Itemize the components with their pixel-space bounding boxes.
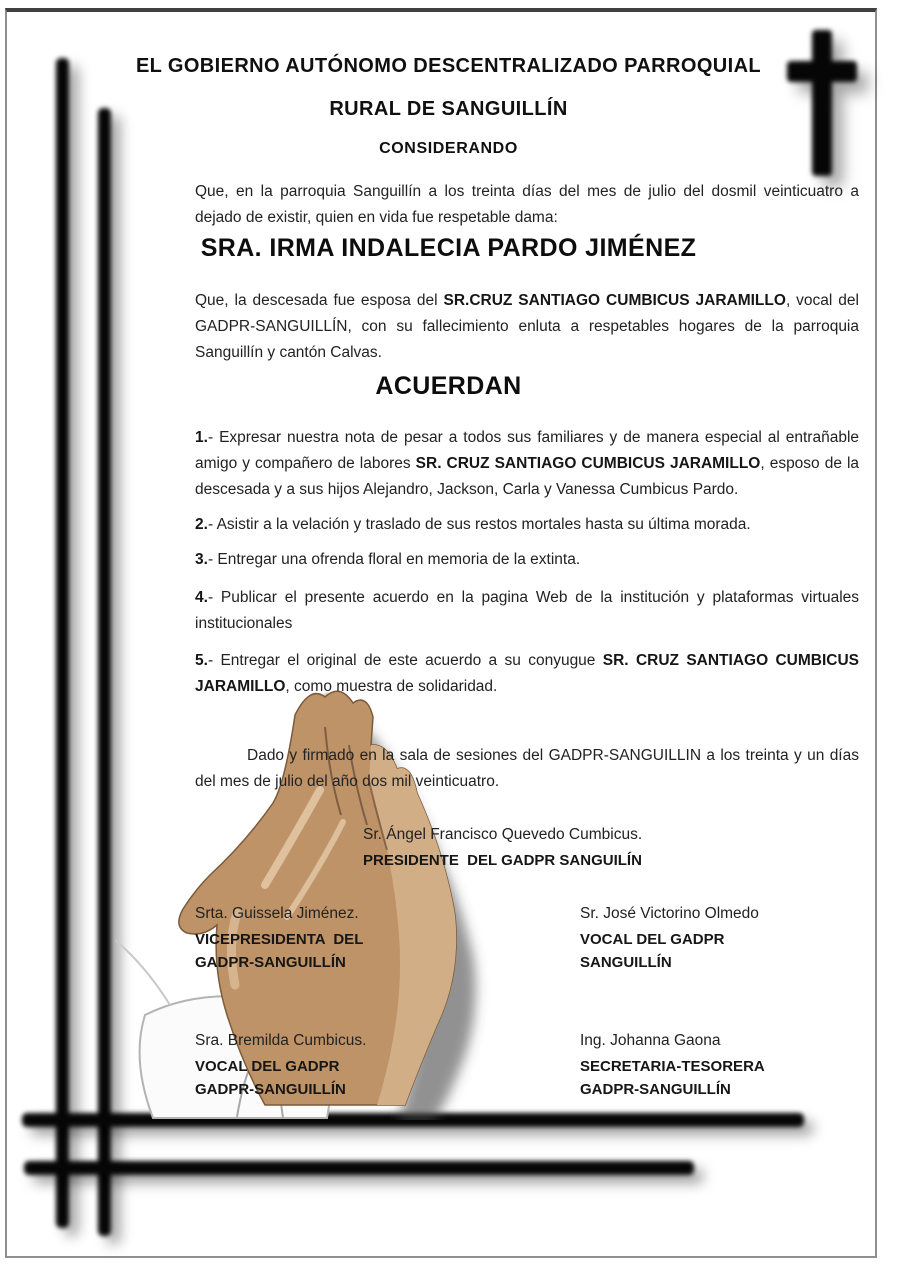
item-text: Publicar el presente acuerdo en la pagina Web de la institución y plataformas virtuales institucionales — [195, 588, 860, 632]
deceased-name-heading: SRA. IRMA INDALECIA PARDO JIMÉNEZ — [200, 234, 697, 262]
item-number: 1. — [195, 428, 208, 446]
signature-vocal-1 — [580, 905, 759, 974]
document-title-line1: EL GOBIERNO AUTÓNOMO DESCENTRALIZADO PARROQUIAL — [135, 55, 762, 77]
signature-secretary — [580, 1032, 765, 1101]
item-number: 2. — [195, 515, 208, 533]
signer-title: VICEPRESIDENTA DEL — [195, 931, 364, 948]
bold-name-run: SR.CRUZ SANTIAGO CUMBICUS JARAMILLO — [443, 291, 786, 309]
considerando-heading: CONSIDERANDO — [379, 140, 518, 157]
acuerdo-item-3 — [195, 547, 859, 573]
item-text: Expresar nuestra nota de pesar a todos sus familiares y de manera especial al entrañable amigo y compañero de labores — [195, 428, 860, 472]
signer-title: PRESIDENTE DEL GADPR SANGUILÍN — [363, 852, 642, 869]
signer-title: VOCAL DEL GADPR — [580, 931, 725, 948]
item-text: Entregar el original de este acuerdo a su conyugue — [220, 651, 603, 669]
document-title-line2: RURAL DE SANGUILLÍN — [329, 98, 568, 120]
item-number: 4. — [195, 588, 208, 606]
acuerdo-item-4 — [195, 585, 859, 637]
signature-president — [363, 826, 642, 872]
paragraph-text: Dado y firmado en la sala de sesiones del GADPR-SANGUILLIN a los treinta y un días del mes de julio del año dos mil veinticuatro. — [195, 746, 859, 790]
item-number: 3. — [195, 550, 208, 568]
signature-vicepresident — [195, 905, 363, 974]
item-separator: - — [207, 515, 217, 533]
item-separator: - — [207, 550, 218, 568]
signer-org: SANGUILLÍN — [580, 954, 672, 971]
item-text: Entregar una ofrenda floral en memoria de la extinta. — [217, 550, 581, 568]
acuerdan-heading: ACUERDAN — [375, 372, 522, 400]
signer-name: Sr. Ángel Francisco Quevedo Cumbicus. — [363, 826, 643, 843]
item-separator: - — [207, 428, 220, 446]
item-text: , esposo de la descesada y a sus hijos Alejandro, Jackson, Carla y Vanessa Cumbicus Pardo. — [195, 454, 860, 498]
acuerdo-item-1 — [195, 425, 859, 503]
acuerdo-item-2 — [195, 512, 859, 538]
signer-title: VOCAL DEL GADPR — [195, 1058, 340, 1075]
context-paragraph — [195, 288, 859, 366]
signer-name: Ing. Johanna Gaona — [580, 1032, 721, 1049]
paragraph-text: , vocal del GADPR-SANGUILLÍN, con su fallecimiento enluta a respetables hogares de la parroquia Sanguillín y cantón Calvas. — [195, 291, 859, 361]
signer-name: Srta. Guissela Jiménez. — [195, 905, 359, 922]
signer-title: SECRETARIA-TESORERA — [580, 1058, 765, 1075]
signer-org: GADPR-SANGUILLÍN — [195, 954, 346, 971]
item-separator: - — [207, 588, 221, 606]
bold-name-run: SR. CRUZ SANTIAGO CUMBICUS JARAMILLO — [195, 651, 860, 695]
signature-vocal-2 — [195, 1032, 366, 1101]
signer-org: GADPR-SANGUILLÍN — [580, 1081, 731, 1098]
item-number: 5. — [195, 651, 208, 669]
paragraph-text: Que, en la parroquia Sanguillín a los treinta días del mes de julio del dosmil veinticuatro a dejado de existir, quien en vida fue respetable dama: — [195, 182, 859, 226]
item-text: , como muestra de solidaridad. — [285, 677, 498, 695]
bold-name-run: SR. CRUZ SANTIAGO CUMBICUS JARAMILLO — [415, 454, 761, 472]
acuerdo-item-5 — [195, 648, 859, 700]
closing-paragraph — [195, 743, 859, 795]
considerando-paragraph — [195, 179, 859, 231]
signer-org: GADPR-SANGUILLÍN — [195, 1081, 346, 1098]
item-text: Asistir a la velación y traslado de sus restos mortales hasta su última morada. — [216, 515, 751, 533]
paragraph-text: Que, la descesada fue esposa del — [195, 291, 444, 309]
signer-name: Sra. Bremilda Cumbicus. — [195, 1032, 367, 1049]
signer-name: Sr. José Victorino Olmedo — [580, 905, 759, 922]
item-separator: - — [207, 651, 221, 669]
